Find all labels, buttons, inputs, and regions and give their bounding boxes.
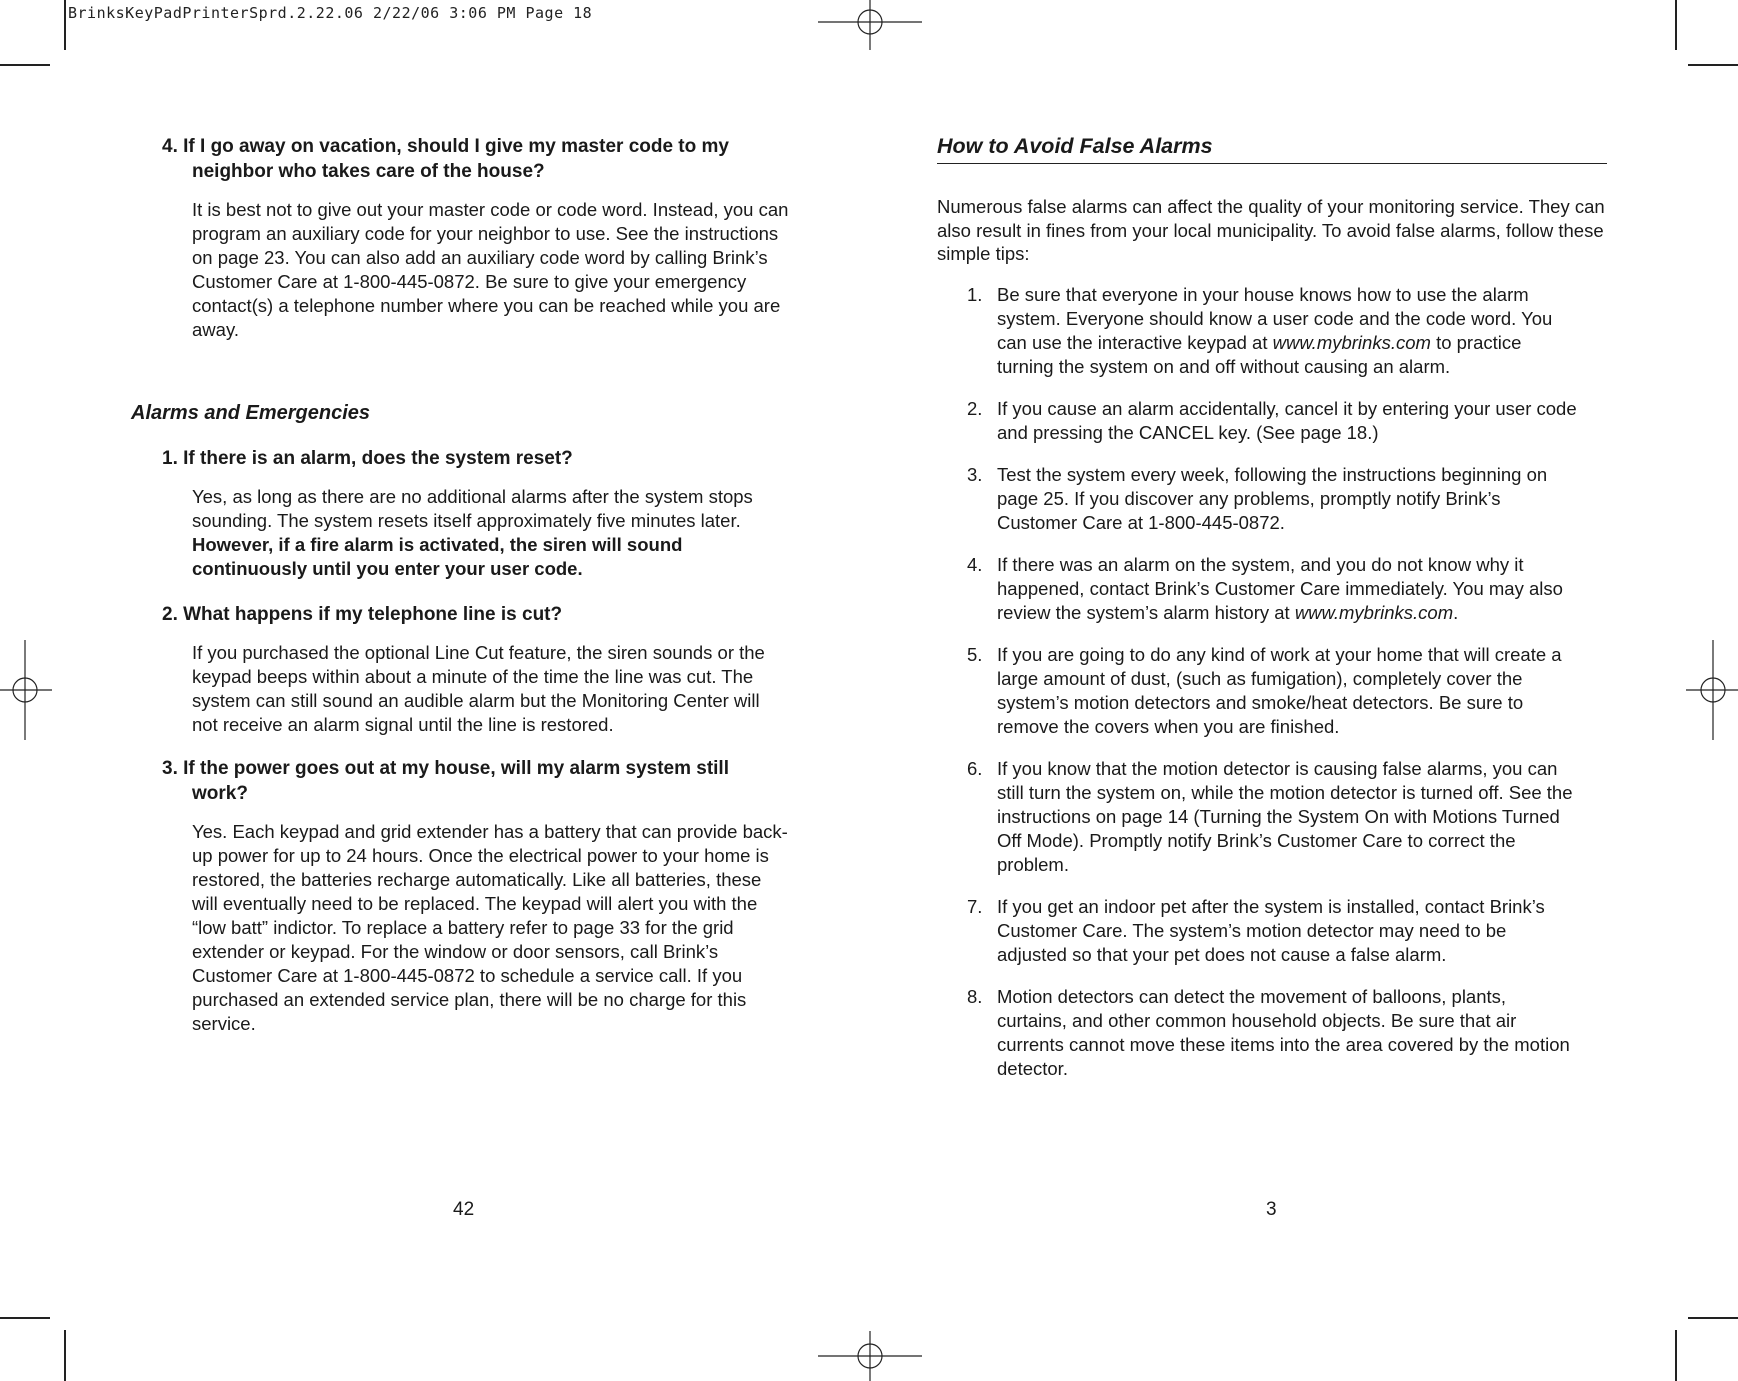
list-item: 7. If you get an indoor pet after the system is installed, contact Brink’s Customer Care. The system’s motion detector may need to be adjusted so that your pet does not cause a false alarm. [967,896,1545,965]
list-item: 3. Test the system every week, following the instructions beginning on page 25. If you discover any problems, promptly notify Brink’s Customer Care at 1-800-445-0872. [967,464,1548,533]
faq-question: 4. If I go away on vacation, should I give my master code to my neighbor who takes care of the house? [162,136,729,182]
website-link[interactable]: www.mybrinks.com [1272,332,1431,353]
page-number-left: 42 [453,1199,475,1220]
faq-power-outage [130,756,790,1036]
crop-mark [1688,1317,1738,1319]
list-item: 2. If you cause an alarm accidentally, cancel it by entering your user code and pressing the CANCEL key. (See page 18.) [967,398,1577,443]
website-link[interactable]: www.mybrinks.com [1294,602,1454,623]
faq-answer: Yes. Each keypad and grid extender has a battery that can provide back-up power for up to 24 hours. Once the electrical power to your home is restored, the batteries recharge automatically. Like all batteries, these will eventually need to be replaced. The keypad will alert you with the “low batt” indictor. To replace a battery refer to page 33 for the grid extender or keypad. For the window or door sensors, call Brink’s Customer Care at 1-800-445-0872 to schedule a service call. If you purchased an extended service plan, there will be no charge for this service. [192,821,788,1034]
fire-alarm-warning: However, if a fire alarm is activated, the siren will sound continuously until you enter your user code. [192,534,683,579]
list-item: 5. If you are going to do any kind of work at your home that will create a large amount of dust, (such as fumigation), completely cover the system’s motion detectors and smoke/heat detectors. Be sure to remove the covers when you are finished. [967,644,1562,737]
crop-mark [1675,0,1677,50]
list-item: 1. Be sure that everyone in your house knows how to use the alarm system. Everyone should know a user code and the code word. You can use the interactive keypad at www.mybrinks.com to practice turning the system on and off without causing an alarm. [967,284,1553,377]
printer-slug: BrinksKeyPadPrinterSprd.2.22.06 2/22/06 3:06 PM Page 18 [68,4,593,22]
page-title: How to Avoid False Alarms [937,134,1607,164]
crop-mark [64,1330,66,1381]
list-item: 6. If you know that the motion detector is causing false alarms, you can still turn the system on, while the motion detector is turned off. See the instructions on page 14 (Turning the System On with Motions Turned Off Mode). Promptly notify Brink’s Customer Care to correct the problem. [967,758,1573,875]
crop-mark [64,0,66,50]
faq-answer: It is best not to give out your master code or code word. Instead, you can program an auxiliary code for your neighbor to use. See the instructions on page 23. You can also add an auxiliary code word by calling Brink’s Customer Care at 1-800-445-0872. Be sure to give your emergency contact(s) a telephone number where you can be reached while you are away. [192,199,789,340]
faq-question: 1. If there is an alarm, does the system reset? [162,448,573,469]
faq-line-cut [130,602,790,737]
page-number-right: 3 [1266,1199,1277,1220]
faq-question: 3. If the power goes out at my house, will my alarm system still work? [162,758,729,804]
faq-answer: If you purchased the optional Line Cut feature, the siren sounds or the keypad beeps within about a minute of the time the line was cut. The system can still sound an audible alarm but the Monitoring Center will not receive an alarm signal until the line is restored. [192,642,765,735]
crop-mark [0,1317,50,1319]
registration-mark-icon [1686,640,1738,740]
crop-mark [0,64,50,66]
tips-list [937,283,1577,1081]
list-item: 4. If there was an alarm on the system, and you do not know why it happened, contact Brink’s Customer Care immediately. You may also review the system’s alarm history at www.mybrinks.com. [967,554,1563,623]
list-item: 8. Motion detectors can detect the movement of balloons, plants, curtains, and other common household objects. Be sure that air currents cannot move these items into the area covered by the motion detector. [967,986,1570,1079]
faq-question: 2. What happens if my telephone line is cut? [162,604,563,625]
intro-paragraph: Numerous false alarms can affect the quality of your monitoring service. They can also result in fines from your local municipality. To avoid false alarms, follow these simple tips: [937,196,1605,264]
crop-mark [1675,1330,1677,1381]
crop-mark [1688,64,1738,66]
faq-answer: Yes, as long as there are no additional alarms after the system stops sounding. The system resets itself approximately five minutes later. However, if a fire alarm is activated, the siren will sound continuously until you enter your user code. [192,486,753,579]
faq-vacation [130,134,790,342]
registration-mark-icon [818,1331,922,1381]
section-heading: Alarms and Emergencies [131,402,370,424]
registration-mark-icon [0,640,52,740]
faq-alarm-reset [130,446,790,581]
registration-mark-icon [818,0,922,50]
